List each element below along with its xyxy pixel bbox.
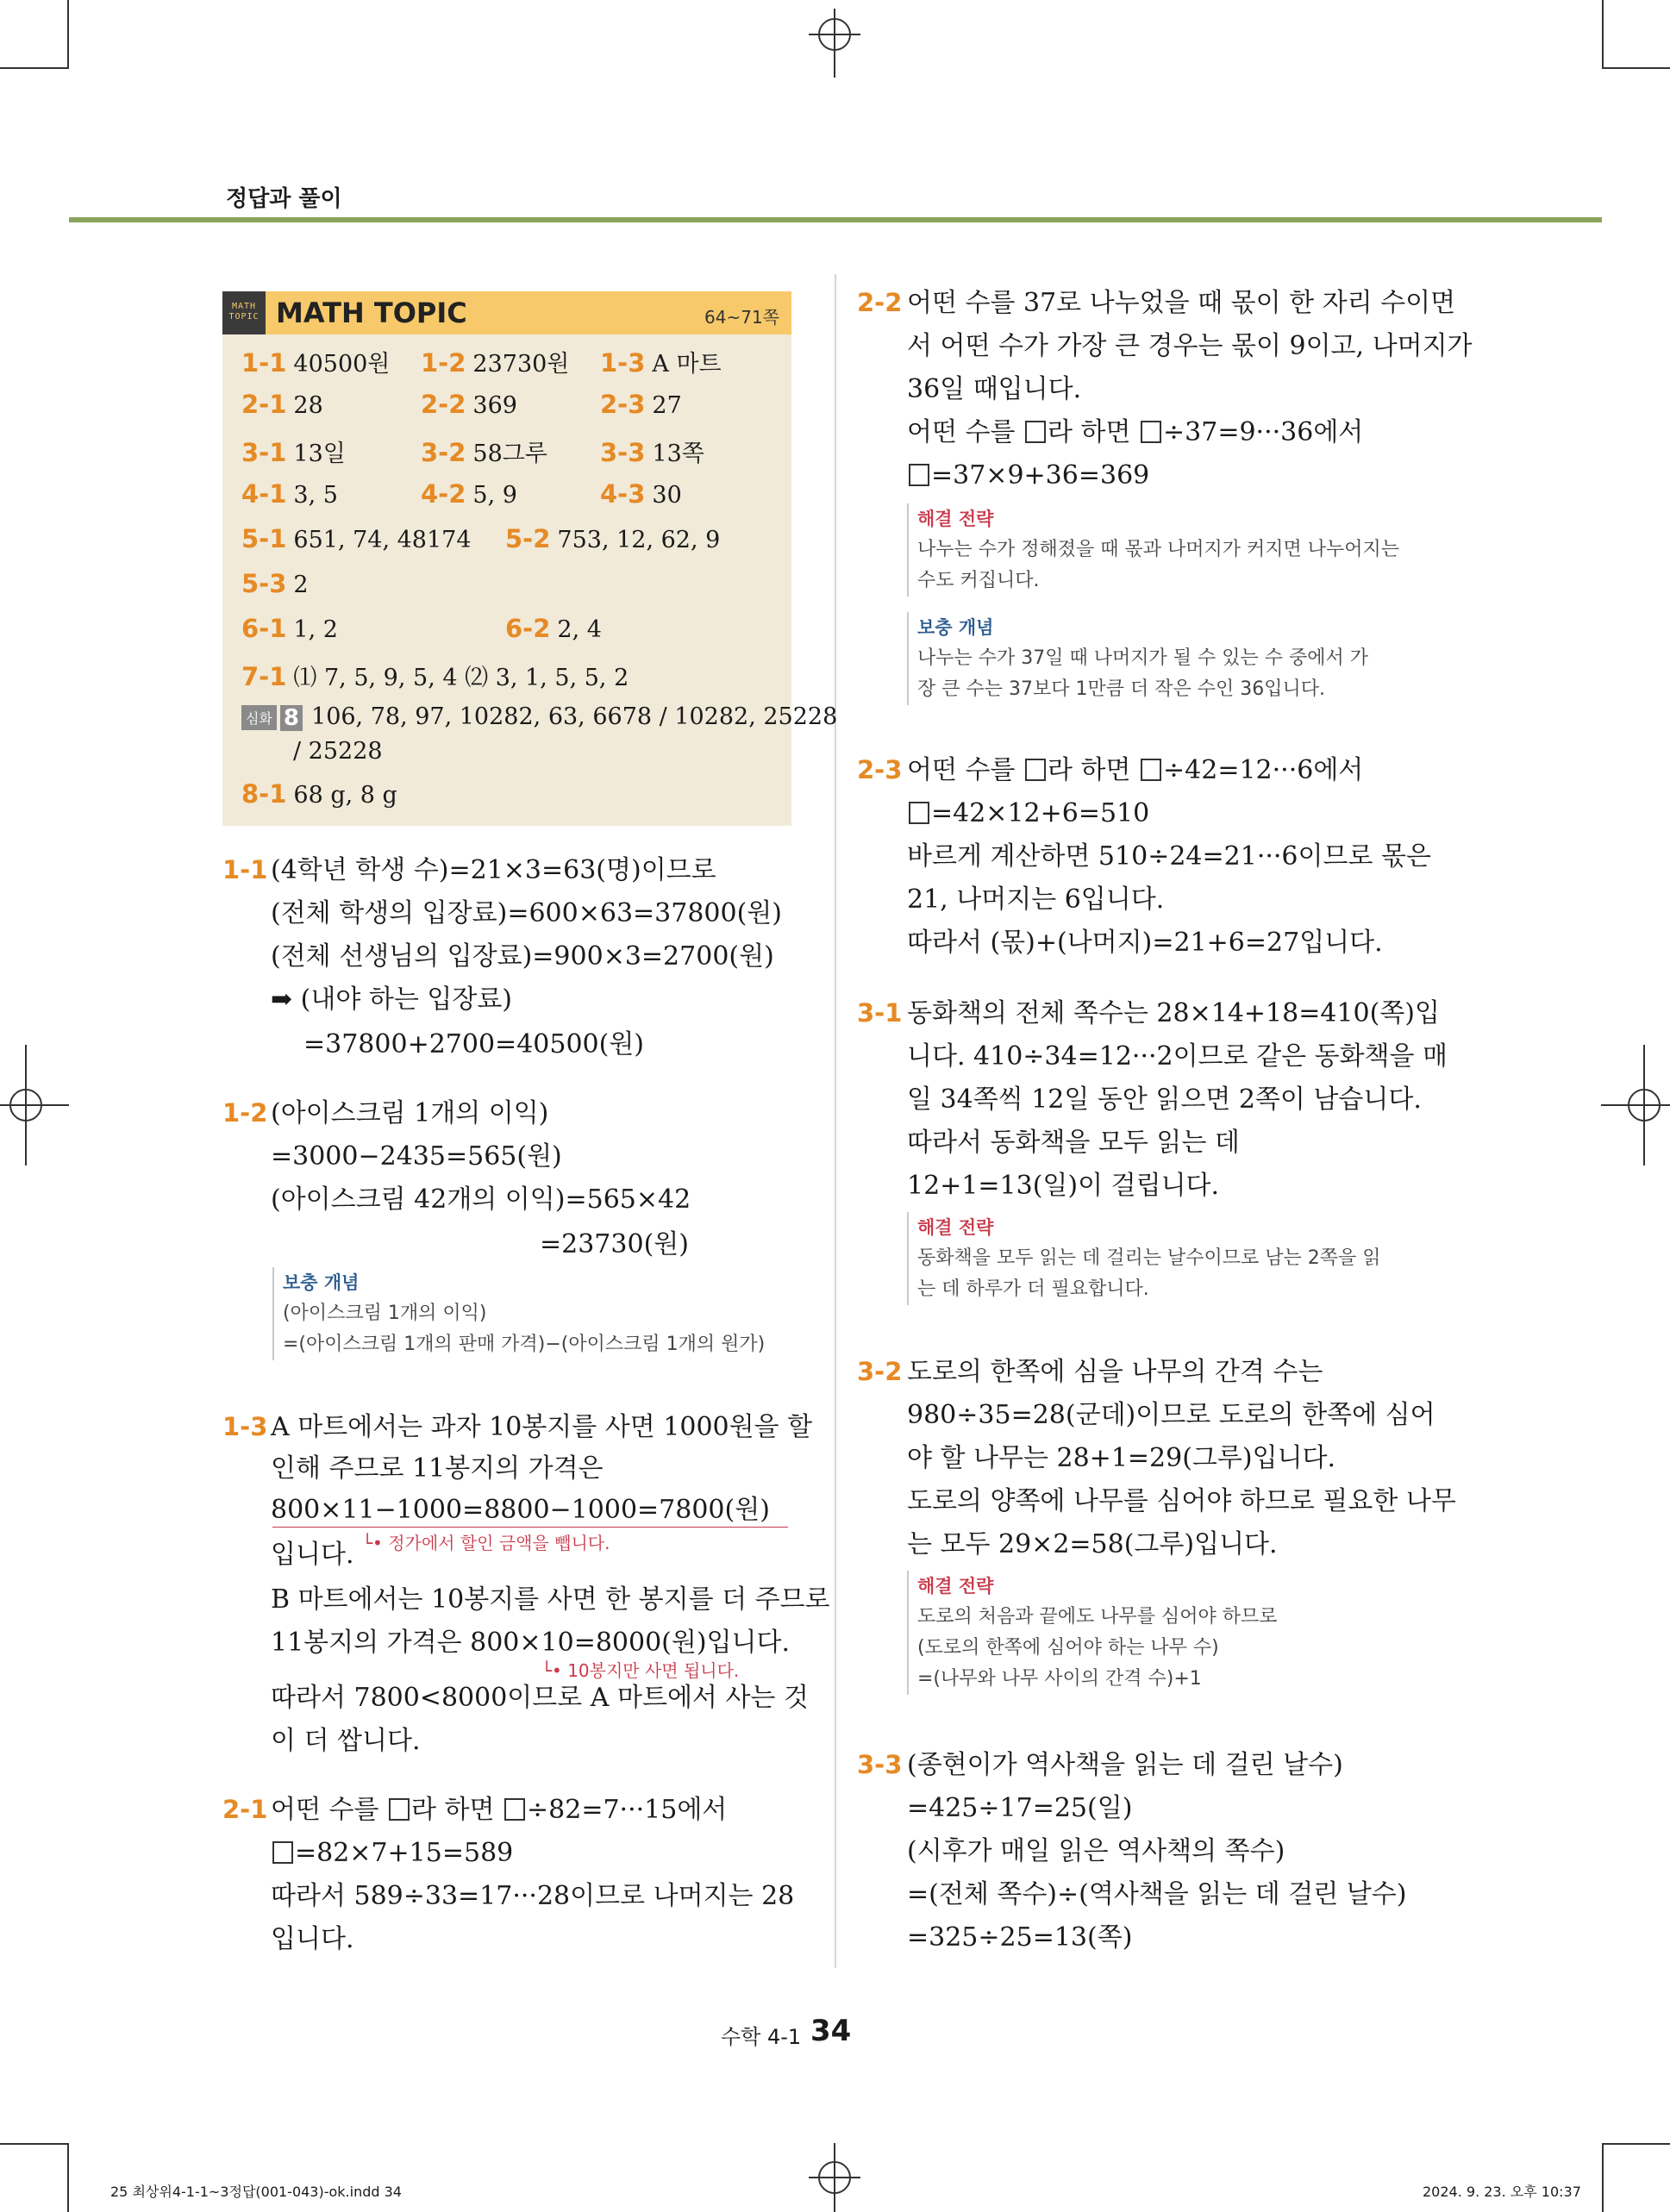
blank-box [272, 1841, 293, 1864]
solution-number: 2-1 [222, 1795, 268, 1824]
solution-line: 어떤 수를 라 하면 ÷42=12···6에서 [907, 755, 1364, 785]
solution-number: 1-2 [222, 1098, 268, 1128]
supplement-note [907, 612, 1443, 705]
footer-file-slug: 25 최상위4-1-1~3정답(001-043)-ok.indd 34 [110, 2184, 402, 2200]
answer-item: 2-1 28 [241, 390, 323, 419]
blank-box [909, 802, 929, 824]
solution-line: (종현이가 역사책을 읽는 데 걸린 날수) [907, 1750, 1343, 1780]
solution-line: 입니다. [271, 1924, 354, 1954]
crop-mark [0, 67, 69, 69]
crop-mark [1602, 2143, 1670, 2145]
solution-line: 바르게 계산하면 510÷24=21···6이므로 몫은 [907, 841, 1431, 872]
answer-item: 1-3 A 마트 [600, 348, 722, 378]
solution-number: 2-3 [857, 755, 903, 784]
math-topic-title: MATH TOPIC [276, 297, 467, 329]
registration-mark [1601, 1045, 1670, 1165]
solution-line: =42×12+6=510 [907, 797, 1149, 831]
note-tag: 해결 전략 [917, 1217, 994, 1238]
solution-line: ➡ (내야 하는 입장료) [271, 984, 513, 1015]
math-topic-page-range: 64~71쪽 [704, 307, 779, 328]
solution-line: =23730(원) [540, 1229, 689, 1259]
crop-mark [1602, 2143, 1604, 2212]
answer-item: 2-3 27 [600, 390, 682, 419]
page-header-title: 정답과 풀이 [226, 186, 342, 212]
note-line: (아이스크림 1개의 이익) [283, 1303, 487, 1324]
solution-line: 동화책의 전체 쪽수는 28×14+18=410(쪽)입 [907, 998, 1440, 1028]
note-line: 는 데 하루가 더 필요합니다. [917, 1278, 1149, 1300]
solution-line: (전체 학생의 입장료)=600×63=37800(원) [271, 898, 782, 928]
footer-book-label: 수학 4-1 [721, 2025, 802, 2049]
solution-line: 입니다. [271, 1540, 354, 1570]
solution-number: 1-3 [222, 1412, 268, 1441]
solution-line: 800×11−1000=8800−1000=7800(원) [271, 1495, 770, 1525]
math-topic-badge: MATH TOPIC [222, 291, 266, 334]
advanced-badge: 심화 [241, 705, 277, 730]
solution-number: 1-1 [222, 855, 268, 884]
solution-line: =325÷25=13(쪽) [907, 1922, 1133, 1953]
solution-line: 따라서 7800<8000이므로 A 마트에서 사는 것 [271, 1683, 809, 1713]
solution-number: 3-3 [857, 1750, 903, 1779]
blank-box [389, 1798, 410, 1821]
answer-item: 5-3 2 [241, 569, 309, 598]
solution-number: 2-2 [857, 288, 903, 317]
blank-box [1141, 759, 1161, 781]
header-rule [69, 217, 1602, 222]
solution-line: =37×9+36=369 [907, 459, 1149, 493]
answer-item: 4-2 5, 9 [421, 479, 517, 509]
answer-item: 5-1 651, 74, 48174 [241, 524, 472, 553]
solution-line: 는 모두 29×2=58(그루)입니다. [907, 1529, 1278, 1559]
solution-line: 서 어떤 수가 가장 큰 경우는 몫이 9이고, 나머지가 [907, 331, 1473, 361]
note-line: 장 큰 수는 37보다 1만큼 더 작은 수인 36입니다. [917, 678, 1325, 700]
solution-line: 21, 나머지는 6입니다. [907, 884, 1165, 915]
solution-line: A 마트에서는 과자 10봉지를 사면 1000원을 할 [271, 1412, 813, 1442]
answer-item: 1-1 40500원 [241, 348, 391, 378]
underline [272, 1527, 788, 1528]
note-tag: 보충 개념 [917, 617, 994, 638]
strategy-note [907, 503, 1443, 597]
note-line: 동화책을 모두 읽는 데 걸리는 날수이므로 남는 2쪽을 읽 [917, 1247, 1381, 1269]
note-line: 도로의 처음과 끝에도 나무를 심어야 하므로 [917, 1606, 1278, 1628]
solution-line: (4학년 학생 수)=21×3=63(명)이므로 [271, 855, 716, 885]
answer-item: 4-3 30 [600, 479, 682, 509]
solution-line: =3000−2435=565(원) [271, 1141, 562, 1172]
answer-item: 3-3 13쪽 [600, 438, 704, 467]
answer-item: 7-1 ⑴ 7, 5, 9, 5, 4 ⑵ 3, 1, 5, 5, 2 [241, 662, 629, 691]
supplement-note [272, 1267, 800, 1360]
solution-line: 인해 주므로 11봉지의 가격은 [271, 1453, 604, 1484]
crop-mark [67, 2143, 69, 2212]
solution-line: =425÷17=25(일) [907, 1793, 1133, 1823]
answer-item: 4-1 3, 5 [241, 479, 338, 509]
solution-line: =82×7+15=589 [271, 1836, 513, 1871]
note-line: =(나무와 나무 사이의 간격 수)+1 [917, 1668, 1202, 1690]
solution-line: 따라서 동화책을 모두 읽는 데 [907, 1128, 1240, 1158]
solution-number: 3-1 [857, 998, 903, 1028]
answer-item: 6-1 1, 2 [241, 614, 338, 643]
blank-box [1025, 421, 1046, 443]
blank-box [1025, 759, 1046, 781]
answer-item: 1-2 23730원 [421, 348, 570, 378]
note-line: 수도 커집니다. [917, 570, 1040, 591]
registration-mark [809, 9, 860, 78]
solution-line: 어떤 수를 라 하면 ÷82=7···15에서 [271, 1795, 728, 1825]
solution-line: 12+1=13(일)이 걸립니다. [907, 1171, 1220, 1201]
crop-mark [67, 0, 69, 69]
footer-timestamp: 2024. 9. 23. 오후 10:37 [1423, 2184, 1581, 2200]
note-line: =(아이스크림 1개의 판매 가격)−(아이스크림 1개의 원가) [283, 1334, 766, 1355]
note-line: (도로의 한쪽에 심어야 하는 나무 수) [917, 1637, 1219, 1659]
note-line: 나누는 수가 37일 때 나머지가 될 수 있는 수 중에서 가 [917, 647, 1368, 669]
answer-item: 2-2 369 [421, 390, 517, 419]
solution-line: (아이스크림 1개의 이익) [271, 1098, 549, 1128]
math-topic-answer-box [222, 291, 838, 826]
column-divider [835, 274, 836, 1968]
annotation-discount: └• 정가에서 할인 금액을 뺍니다. [362, 1533, 610, 1553]
crop-mark [1602, 0, 1604, 69]
crop-mark [1602, 67, 1670, 69]
answer-item: 3-1 13일 [241, 438, 346, 467]
math-topic-header [222, 291, 791, 334]
solution-line: =(전체 쪽수)÷(역사책을 읽는 데 걸린 날수) [907, 1879, 1407, 1909]
solution-line: (아이스크림 42개의 이익)=565×42 [271, 1184, 691, 1215]
solution-line: 따라서 (몫)+(나머지)=21+6=27입니다. [907, 928, 1383, 958]
strategy-note [907, 1571, 1443, 1695]
registration-mark [0, 1045, 69, 1165]
note-tag: 보충 개념 [283, 1272, 360, 1293]
solution-line: 따라서 589÷33=17···28이므로 나머지는 28 [271, 1881, 795, 1911]
answer-item: 6-2 2, 4 [505, 614, 602, 643]
solution-line: 이 더 쌉니다. [271, 1726, 421, 1756]
crop-mark [0, 2143, 69, 2145]
answer-item-continued: / 25228 [293, 738, 383, 765]
solution-line: 36일 때입니다. [907, 374, 1082, 404]
footer-page-number: 34 [810, 2014, 852, 2048]
solution-line: 야 할 나무는 28+1=29(그루)입니다. [907, 1443, 1336, 1473]
note-tag: 해결 전략 [917, 1576, 994, 1597]
answer-item: 5-2 753, 12, 62, 9 [505, 524, 721, 553]
blank-box [909, 464, 929, 486]
solution-line: 니다. 410÷34=12···2이므로 같은 동화책을 매 [907, 1041, 1448, 1072]
note-line: 나누는 수가 정해졌을 때 몫과 나머지가 커지면 나누어지는 [917, 539, 1400, 560]
blank-box [1141, 421, 1161, 443]
answer-item: 8-1 68 g, 8 g [241, 779, 397, 809]
answer-item-advanced: 심화 8 106, 78, 97, 10282, 63, 6678 / 10282, 25228 [241, 703, 837, 731]
strategy-note [907, 1212, 1443, 1305]
solution-number: 3-2 [857, 1357, 903, 1386]
answer-item: 3-2 58그루 [421, 438, 547, 467]
solution-line: (전체 선생님의 입장료)=900×3=2700(원) [271, 941, 774, 972]
solution-line: 어떤 수를 37로 나누었을 때 몫이 한 자리 수이면 [907, 288, 1456, 318]
blank-box [504, 1798, 525, 1821]
registration-mark [809, 2143, 860, 2212]
solution-line: 11봉지의 가격은 800×10=8000(원)입니다. [271, 1628, 791, 1658]
annotation-ten-bags: └• 10봉지만 사면 됩니다. [541, 1660, 740, 1681]
note-tag: 해결 전략 [917, 509, 994, 529]
solution-line: 도로의 양쪽에 나무를 심어야 하므로 필요한 나무 [907, 1486, 1456, 1516]
solution-line: 도로의 한쪽에 심을 나무의 간격 수는 [907, 1357, 1323, 1387]
solution-line: 일 34쪽씩 12일 동안 읽으면 2쪽이 남습니다. [907, 1084, 1422, 1115]
solution-line: B 마트에서는 10봉지를 사면 한 봉지를 더 주므로 [271, 1584, 830, 1615]
solution-line: =37800+2700=40500(원) [303, 1029, 645, 1059]
solution-line: (시후가 매일 읽은 역사책의 쪽수) [907, 1836, 1285, 1866]
solution-line: 어떤 수를 라 하면 ÷37=9···36에서 [907, 417, 1364, 447]
solution-line: 980÷35=28(군데)이므로 도로의 한쪽에 심어 [907, 1400, 1435, 1430]
